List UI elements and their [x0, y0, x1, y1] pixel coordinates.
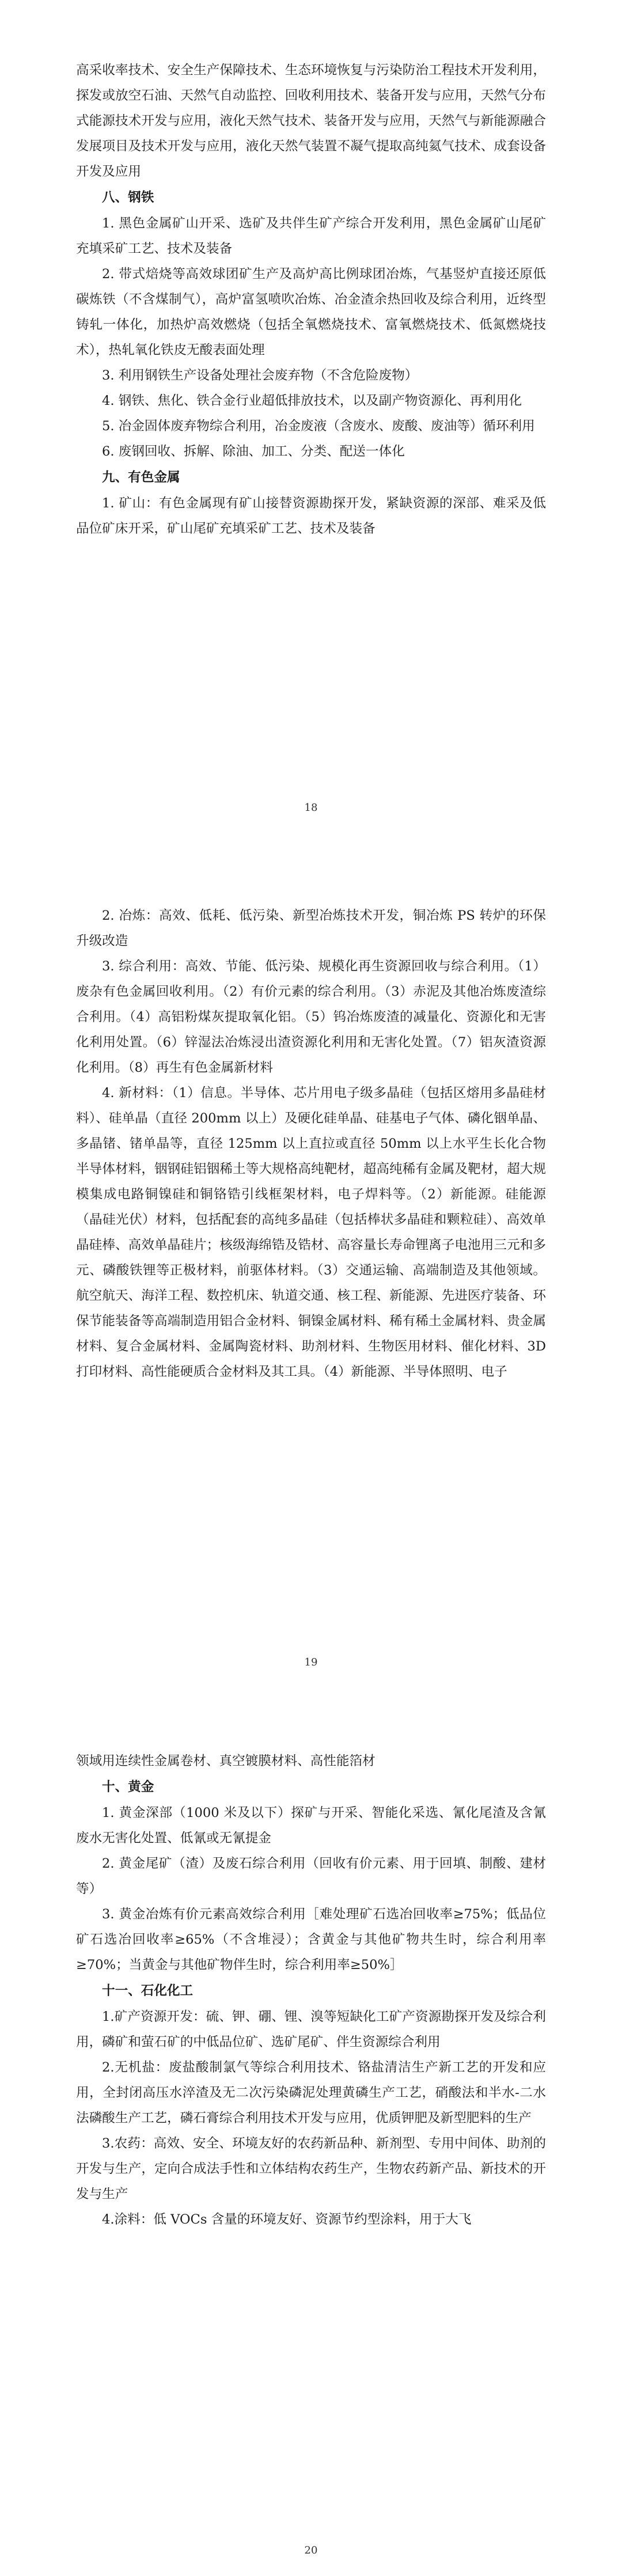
paragraph: 5. 冶金固体废弃物综合利用，冶金废液（含废水、废酸、废油等）循环利用: [102, 419, 535, 434]
page-content: [76, 903, 546, 1384]
section-heading: 八、钢铁: [102, 190, 154, 205]
paragraph: 3. 黄金冶炼有价元素高效综合利用［难处理矿石选冶回收率≥75%；低品位矿石选冶回收率≥65%（不含堆浸）；含黄金与其他矿物共生时，综合利用率≥70%；当黄金与其他矿物伴生时，综合利用率≥50%］: [76, 1907, 546, 1972]
paragraph: 1. 矿山：有色金属现有矿山接替资源勘探开发，紧缺资源的深部、难采及低品位矿床开采，矿山尾矿充填采矿工艺、技术及装备: [76, 496, 546, 536]
document-page: [0, 847, 622, 1705]
paragraph: 2.无机盐：废盐酸制氯气等综合利用技术、铬盐清洁生产新工艺的开发和应用，全封闭高压水淬渣及无二次污染磷泥处理黄磷生产工艺，硝酸法和半水-二水法磷酸生产工艺，磷石膏综合利用技术开发与应用，优质钾肥及新型肥料的生产: [76, 2060, 546, 2126]
paragraph: 领域用连续性金属卷材、真空镀膜材料、高性能箔材: [76, 1754, 376, 1769]
page-content: [76, 58, 546, 541]
paragraph: 3. 综合利用：高效、节能、低污染、规模化再生资源回收与综合利用。（1）废杂有色金属回收利用。（2）有价元素的综合利用。（3）赤泥及其他冶炼废渣综合利用。（4）高铝粉煤灰提取氧化铝。（5）钨冶炼废渣的减量化、资源化和无害化利用处置。（6）锌湿法冶炼浸出渣资源化利用和无害化处置。（7）铝灰渣资源化利用。（8）再生有色金属新材料: [76, 959, 546, 1075]
paragraph: 2. 冶炼：高效、低耗、低污染、新型冶炼技术开发，铜冶炼 PS 转炉的环保升级改造: [76, 908, 546, 949]
paragraph: 4.涂料：低 VOCs 含量的环境友好、资源节约型涂料，用于大飞: [102, 2212, 472, 2227]
document-page: [0, 0, 622, 847]
paragraph: 1. 黑色金属矿山开采、选矿及共伴生矿产综合开发利用，黑色金属矿山尾矿充填采矿工艺、技术及装备: [76, 216, 546, 256]
paragraph: 6. 废钢回收、拆解、除油、加工、分类、配送一体化: [102, 444, 405, 459]
paragraph: 1. 黄金深部（1000 米及以下）探矿与开采、智能化采选、氰化尾渣及含氰废水无害化处置、低氰或无氰提金: [76, 1805, 546, 1846]
paragraph: 3. 利用钢铁生产设备处理社会废弃物（不含危险废物）: [102, 368, 418, 383]
page-number: 20: [304, 2544, 318, 2556]
page-number: 18: [304, 802, 318, 814]
paragraph: 4. 钢铁、焦化、铁合金行业超低排放技术，以及副产物资源化、再利用化: [102, 393, 522, 408]
document-page: [0, 1705, 622, 2576]
paragraph: 高采收率技术、安全生产保障技术、生态环境恢复与污染防治工程技术开发利用，探发或放空石油、天然气自动监控、回收利用技术、装备开发与应用，天然气分布式能源技术开发与应用，液化天然气技术、装备开发与应用，天然气与新能源融合发展项目及技术开发与应用，液化天然气装置不凝气提取高纯氦气技术、成套设备开发及应用: [76, 63, 546, 179]
paragraph: 3.农药：高效、安全、环境友好的农药新品种、新剂型、专用中间体、助剂的开发与生产，定向合成法手性和立体结构农药生产，生物农药新产品、新技术的开发与生产: [76, 2136, 546, 2202]
paragraph: 2. 带式焙烧等高效球团矿生产及高炉高比例球团冶炼，气基竖炉直接还原低碳炼铁（不含煤制气），高炉富氢喷吹冶炼、冶金渣余热回收及综合利用，近终型铸轧一体化，加热炉高效燃烧（包括全氧燃烧技术、富氧燃烧技术、低氮燃烧技术），热轧氧化铁皮无酸表面处理: [76, 267, 546, 358]
section-heading: 十一、石化化工: [102, 1983, 194, 1998]
paragraph: 1.矿产资源开发：硫、钾、硼、锂、溴等短缺化工矿产资源勘探开发及综合利用，磷矿和萤石矿的中低品位矿、选矿尾矿、伴生资源综合利用: [76, 2009, 546, 2050]
section-heading: 九、有色金属: [102, 470, 180, 485]
section-heading: 十、黄金: [102, 1780, 154, 1795]
page-number: 19: [304, 1656, 318, 1668]
paragraph: 2. 黄金尾矿（渣）及废石综合利用（回收有价元素、用于回填、制酸、建材等）: [76, 1856, 546, 1896]
page-content: [76, 1748, 546, 2232]
paragraph: 4. 新材料：（1）信息。半导体、芯片用电子级多晶硅（包括区熔用多晶硅材料）、硅单晶（直径 200mm 以上）及硬化硅单晶、硅基电子气体、磷化铟单晶、多晶锗、锗单晶等，直径 125mm 以上直拉或直径 50mm 以上水平生长化合物半导体材料，铟钢硅铝铟稀土等大规格高纯靶材，超高纯稀有金属及靶材，超大规模集成电路铜镍硅和铜铬锆引线框架材料，电子焊料等。（2）新能源。硅能源（晶硅光伏）材料，包括配套的高纯多晶硅（包括棒状多晶硅和颗粒硅）、高效单晶硅棒、高效单晶硅片；核级海绵锆及锆材、高容量长寿命锂离子电池用三元和多元、磷酸铁锂等正极材料，前驱体材料。（3）交通运输、高端制造及其他领域。航空航天、海洋工程、数控机床、轨道交通、核工程、新能源、先进医疗装备、环保节能装备等高端制造用铝合金材料、铜镍金属材料、稀有稀土金属材料、贵金属材料、复合金属材料、金属陶瓷材料、助剂材料、生物医用材料、催化材料、3D 打印材料、高性能硬质合金材料及其工具。（4）新能源、半导体照明、电子: [76, 1086, 546, 1379]
